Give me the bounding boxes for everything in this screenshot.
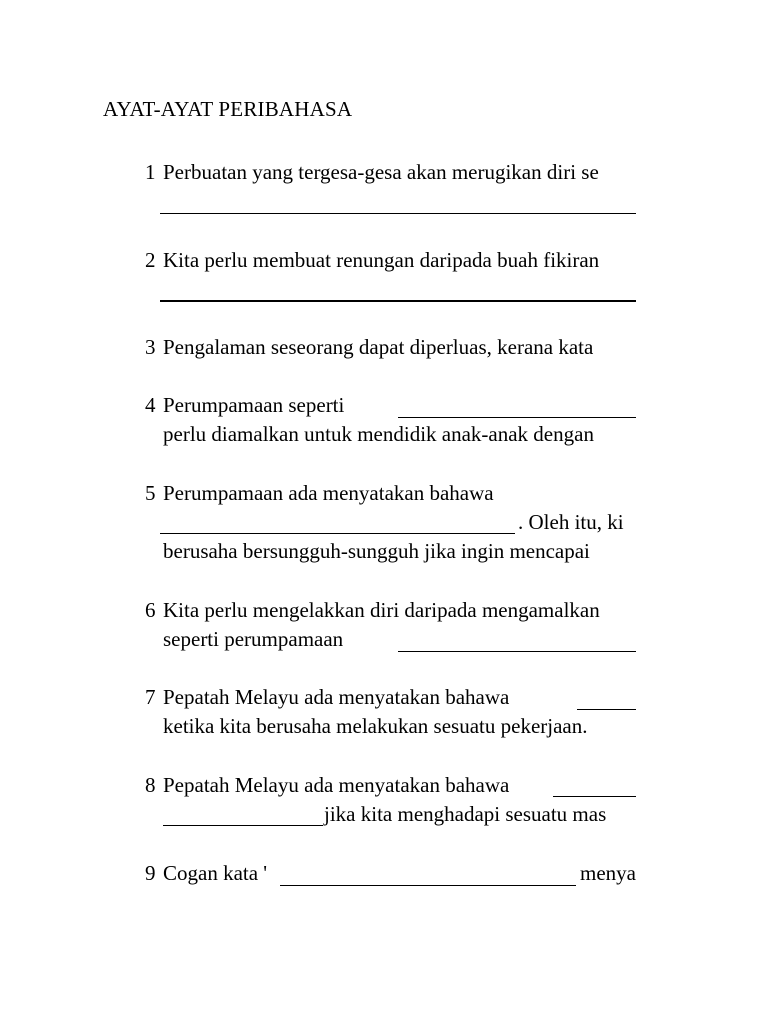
item-8-line-1: Pepatah Melayu ada menyatakan bahawa [163, 773, 510, 797]
item-9-line-2: menya [580, 861, 636, 885]
item-5-line-3: berusaha bersungguh-sungguh jika ingin mencapai [163, 539, 590, 563]
answer-blank[interactable] [398, 417, 636, 418]
item-number: 5 [145, 481, 156, 505]
item-3-line-1: Pengalaman seseorang dapat diperluas, kerana kata [163, 335, 594, 359]
answer-blank[interactable] [577, 709, 636, 710]
item-number: 8 [145, 773, 156, 797]
item-7-line-2: ketika kita berusaha melakukan sesuatu pekerjaan. [163, 714, 588, 738]
item-number: 3 [145, 335, 156, 359]
item-number: 2 [145, 248, 156, 272]
item-4-line-1: Perumpamaan seperti [163, 393, 345, 417]
item-4-line-2: perlu diamalkan untuk mendidik anak-anak dengan [163, 422, 594, 446]
item-5-line-2: . Oleh itu, ki [518, 510, 624, 534]
answer-blank[interactable] [160, 300, 636, 302]
answer-blank[interactable] [280, 885, 576, 886]
item-number: 7 [145, 685, 156, 709]
item-7-line-1: Pepatah Melayu ada menyatakan bahawa [163, 685, 510, 709]
item-9-line-1: Cogan kata ' [163, 861, 268, 885]
answer-blank[interactable] [160, 213, 636, 214]
item-number: 4 [145, 393, 156, 417]
page-title: AYAT-AYAT PERIBAHASA [103, 97, 353, 121]
answer-blank[interactable] [553, 796, 636, 797]
item-2-line-1: Kita perlu membuat renungan daripada buah fikiran [163, 248, 600, 272]
item-5-line-1: Perumpamaan ada menyatakan bahawa [163, 481, 494, 505]
item-number: 1 [145, 160, 156, 184]
answer-blank[interactable] [398, 651, 636, 652]
item-1-line-1: Perbuatan yang tergesa-gesa akan merugikan diri se [163, 160, 599, 184]
item-number: 9 [145, 861, 156, 885]
item-6-line-2: seperti perumpamaan [163, 627, 344, 651]
answer-blank[interactable] [163, 825, 323, 826]
item-number: 6 [145, 598, 156, 622]
item-6-line-1: Kita perlu mengelakkan diri daripada mengamalkan [163, 598, 600, 622]
item-8-line-2: jika kita menghadapi sesuatu mas [324, 802, 607, 826]
answer-blank[interactable] [160, 533, 515, 534]
